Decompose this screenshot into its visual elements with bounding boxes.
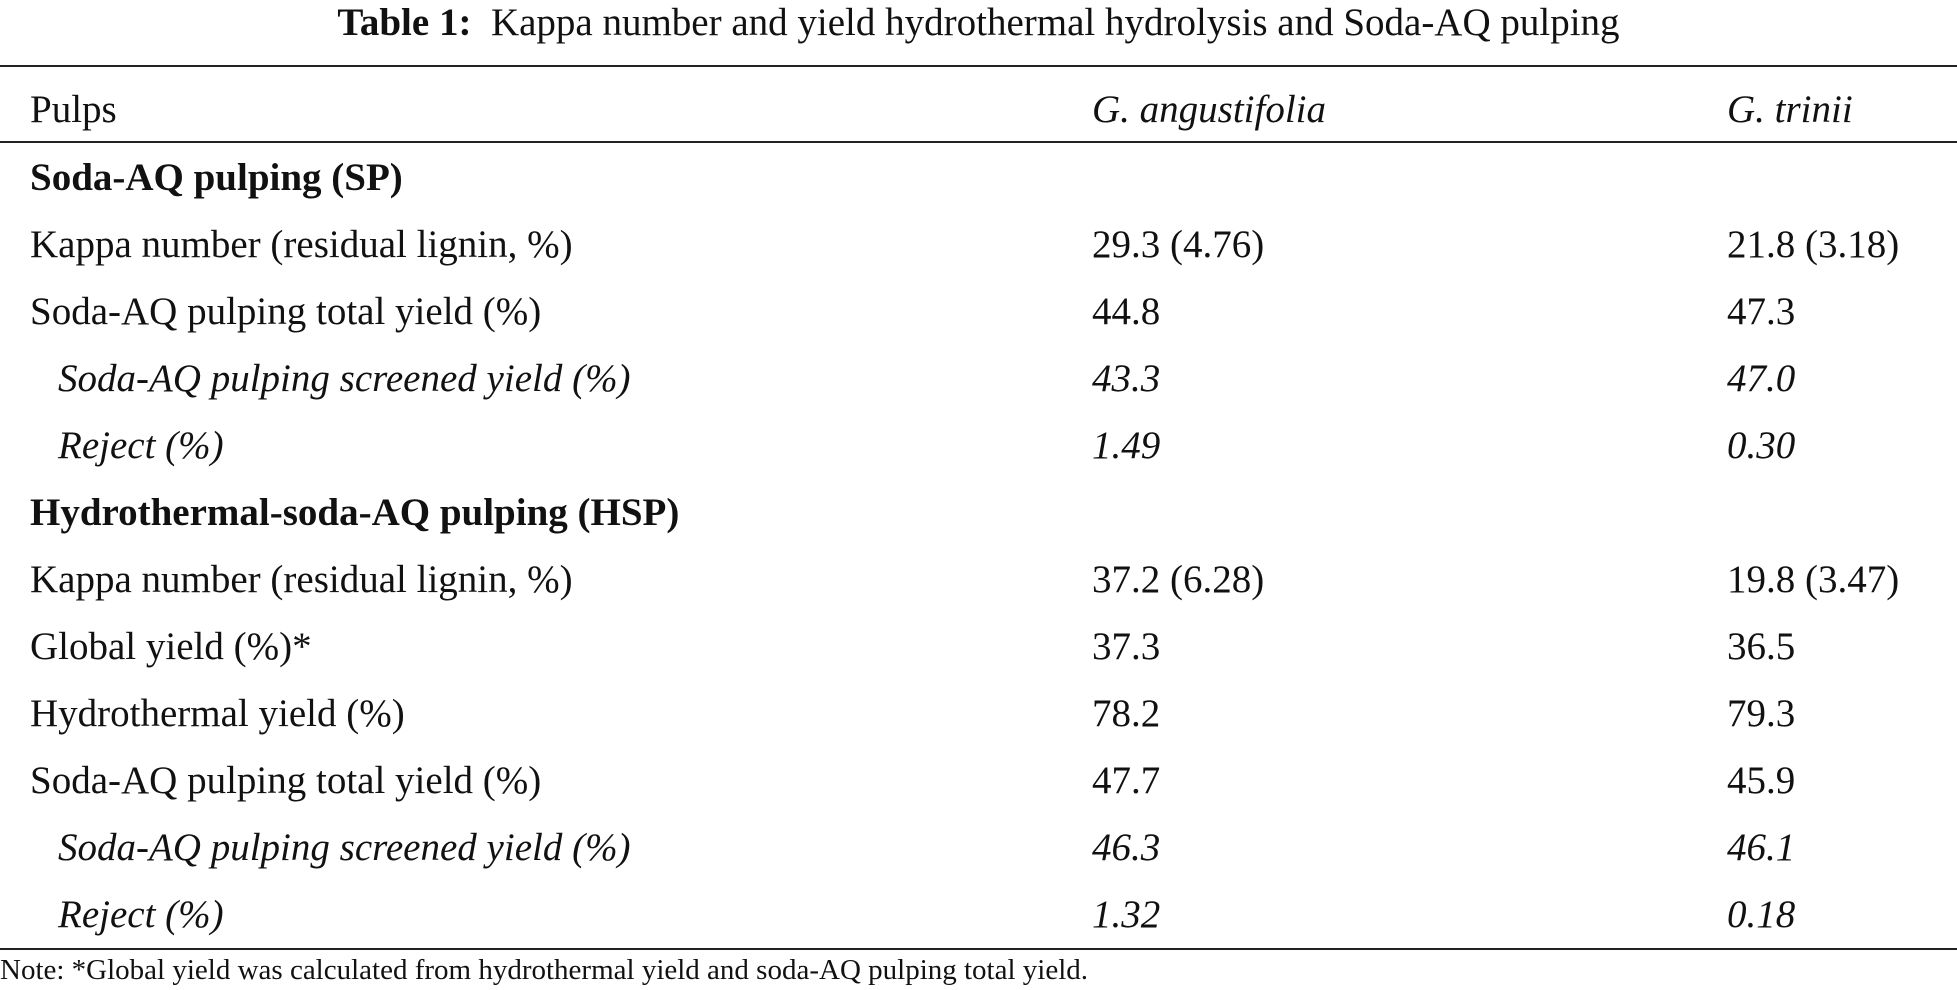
value-g-angustifolia: 37.3 bbox=[1092, 625, 1161, 668]
value-g-trinii: 46.1 bbox=[1727, 826, 1796, 869]
top-rule bbox=[0, 65, 1957, 67]
bottom-rule bbox=[0, 948, 1957, 950]
table-row bbox=[0, 546, 1957, 613]
header-g-trinii: G. trinii bbox=[1727, 88, 1853, 131]
table-note: Note: *Global yield was calculated from hydrothermal yield and soda-AQ pulping total yield. bbox=[0, 954, 1089, 986]
row-label: Reject (%) bbox=[58, 893, 224, 936]
table-title: Kappa number and yield hydrothermal hydrolysis and Soda-AQ pulping bbox=[490, 1, 1620, 44]
row-label: Hydrothermal yield (%) bbox=[30, 692, 405, 735]
value-g-trinii: 47.0 bbox=[1727, 357, 1796, 400]
value-g-trinii: 19.8 (3.47) bbox=[1727, 558, 1900, 601]
row-label: Soda-AQ pulping total yield (%) bbox=[30, 759, 542, 802]
value-g-angustifolia: 1.32 bbox=[1092, 893, 1161, 936]
row-label: Global yield (%)* bbox=[30, 625, 312, 668]
value-g-angustifolia: 43.3 bbox=[1092, 357, 1161, 400]
table-row bbox=[0, 211, 1957, 278]
table-caption bbox=[0, 0, 1957, 48]
value-g-angustifolia: 46.3 bbox=[1092, 826, 1161, 869]
value-g-trinii: 45.9 bbox=[1727, 759, 1796, 802]
header-g-angustifolia: G. angustifolia bbox=[1092, 88, 1327, 131]
section-title: Hydrothermal-soda-AQ pulping (HSP) bbox=[30, 491, 680, 534]
row-label: Soda-AQ pulping screened yield (%) bbox=[58, 826, 631, 869]
table-row bbox=[0, 412, 1957, 479]
table-row bbox=[0, 881, 1957, 948]
header-rule bbox=[0, 141, 1957, 143]
section-title: Soda-AQ pulping (SP) bbox=[30, 156, 403, 199]
value-g-angustifolia: 1.49 bbox=[1092, 424, 1161, 467]
table-row bbox=[0, 345, 1957, 412]
table-row bbox=[0, 613, 1957, 680]
value-g-angustifolia: 37.2 (6.28) bbox=[1092, 558, 1265, 601]
value-g-angustifolia: 47.7 bbox=[1092, 759, 1161, 802]
table-row bbox=[0, 814, 1957, 881]
section-heading-hsp bbox=[0, 479, 1957, 546]
header-row bbox=[0, 76, 1957, 143]
value-g-angustifolia: 78.2 bbox=[1092, 692, 1161, 735]
table-row bbox=[0, 680, 1957, 747]
value-g-trinii: 47.3 bbox=[1727, 290, 1796, 333]
value-g-trinii: 21.8 (3.18) bbox=[1727, 223, 1900, 266]
value-g-trinii: 0.18 bbox=[1727, 893, 1796, 936]
row-label: Soda-AQ pulping total yield (%) bbox=[30, 290, 542, 333]
row-label: Kappa number (residual lignin, %) bbox=[30, 223, 573, 266]
value-g-angustifolia: 29.3 (4.76) bbox=[1092, 223, 1265, 266]
value-g-trinii: 79.3 bbox=[1727, 692, 1796, 735]
table-row bbox=[0, 747, 1957, 814]
header-pulps: Pulps bbox=[30, 88, 117, 131]
row-label: Kappa number (residual lignin, %) bbox=[30, 558, 573, 601]
value-g-trinii: 36.5 bbox=[1727, 625, 1796, 668]
section-heading-sp bbox=[0, 144, 1957, 211]
value-g-angustifolia: 44.8 bbox=[1092, 290, 1161, 333]
row-label: Soda-AQ pulping screened yield (%) bbox=[58, 357, 631, 400]
table-label: Table 1: bbox=[337, 1, 472, 44]
table-row bbox=[0, 278, 1957, 345]
row-label: Reject (%) bbox=[58, 424, 224, 467]
value-g-trinii: 0.30 bbox=[1727, 424, 1796, 467]
